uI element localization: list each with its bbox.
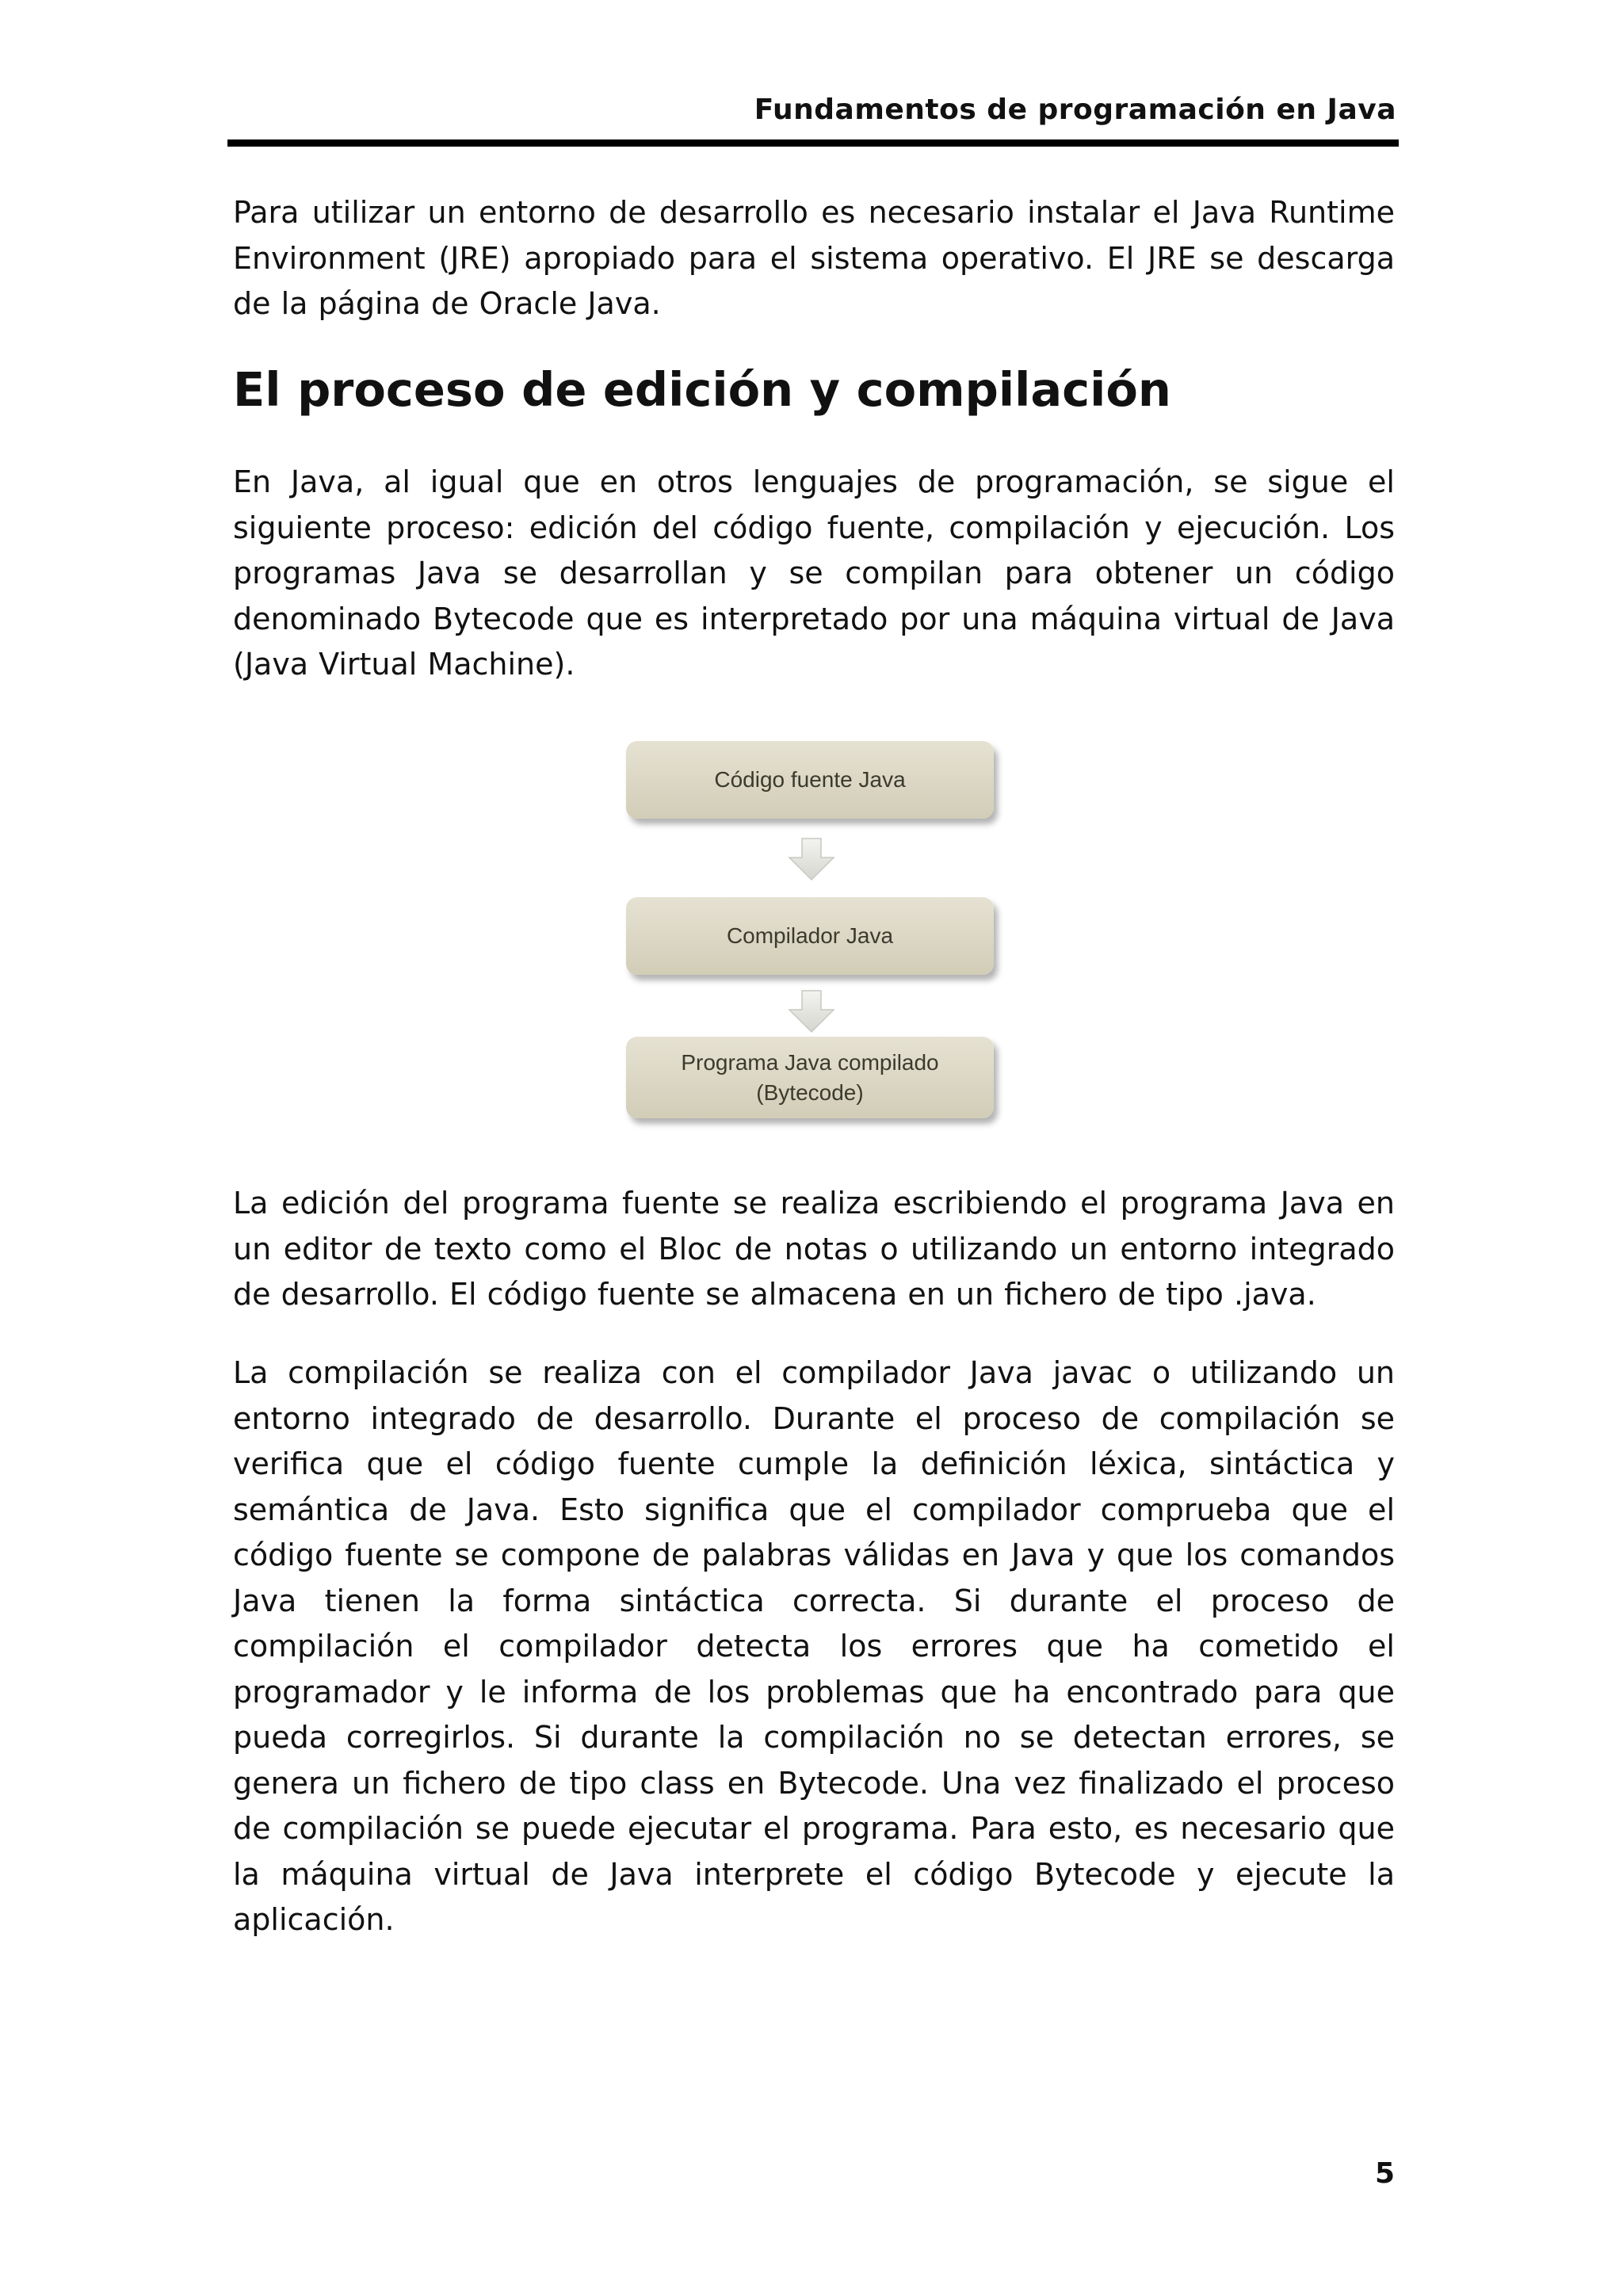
- down-arrow-icon: [786, 837, 837, 881]
- diagram-step-compiled-program: [626, 1037, 994, 1118]
- compilation-flow-diagram: [623, 737, 1003, 1125]
- paragraph-edition: La edición del programa fuente se realiza escribiendo el programa Java en un editor de texto como el Bloc de notas o utilizando un entorno integrado de desarrollo. El código fuente se almacena en un fichero de tipo .java.: [233, 1186, 1395, 1312]
- down-arrow-icon: [786, 989, 837, 1033]
- diagram-step-label: Programa Java compilado: [681, 1049, 939, 1075]
- diagram-step-sublabel: (Bytecode): [756, 1079, 864, 1105]
- diagram-step-label: Código fuente Java: [714, 767, 906, 792]
- paragraph-compilation: La compilación se realiza con el compilador Java javac o utilizando un entorno integrado de desarrollo. Durante el proceso de compilación se verifica que el código fuente cumple la definición léxica, sintáctica y semántica de Java. Esto significa que el compilador comprueba que el código fuente se compone de palabras válidas en Java y que los comandos Java tienen la forma sintáctica correcta. Si durante el proceso de compilación el compilador detecta los errores que ha cometido el programador y le informa de los problemas que ha encontrado para que pueda corregirlos. Si durante la compilación no se detectan errores, se genera un fichero de tipo class en Bytecode. Una vez finalizado el proceso de compilación se puede ejecutar el programa. Para esto, es necesario que la máquina virtual de Java interprete el código Bytecode y ejecute la aplicación.: [233, 1355, 1395, 1937]
- diagram-step-compiler: [626, 897, 994, 975]
- diagram-step-label: Compilador Java: [726, 923, 894, 948]
- paragraph-process: En Java, al igual que en otros lenguajes de programación, se sigue el siguiente proceso: edición del código fuente, compilación y ejecución. Los programas Java se desarrollan y se compilan para obtener un código denominado Bytecode que es interpretado por una máquina virtual de Java (Java Virtual Machine).: [233, 464, 1395, 682]
- paragraph-intro: Para utilizar un entorno de desarrollo es necesario instalar el Java Runtime Environment (JRE) apropiado para el sistema operativo. El JRE se descarga de la página de Oracle Java.: [233, 195, 1395, 321]
- section-heading: El proceso de edición y compilación: [233, 362, 1171, 417]
- page-number: 5: [1374, 2157, 1395, 2190]
- diagram-step-source-code: [626, 741, 994, 819]
- header-rule: [227, 139, 1399, 147]
- running-header: Fundamentos de programación en Java: [754, 94, 1396, 126]
